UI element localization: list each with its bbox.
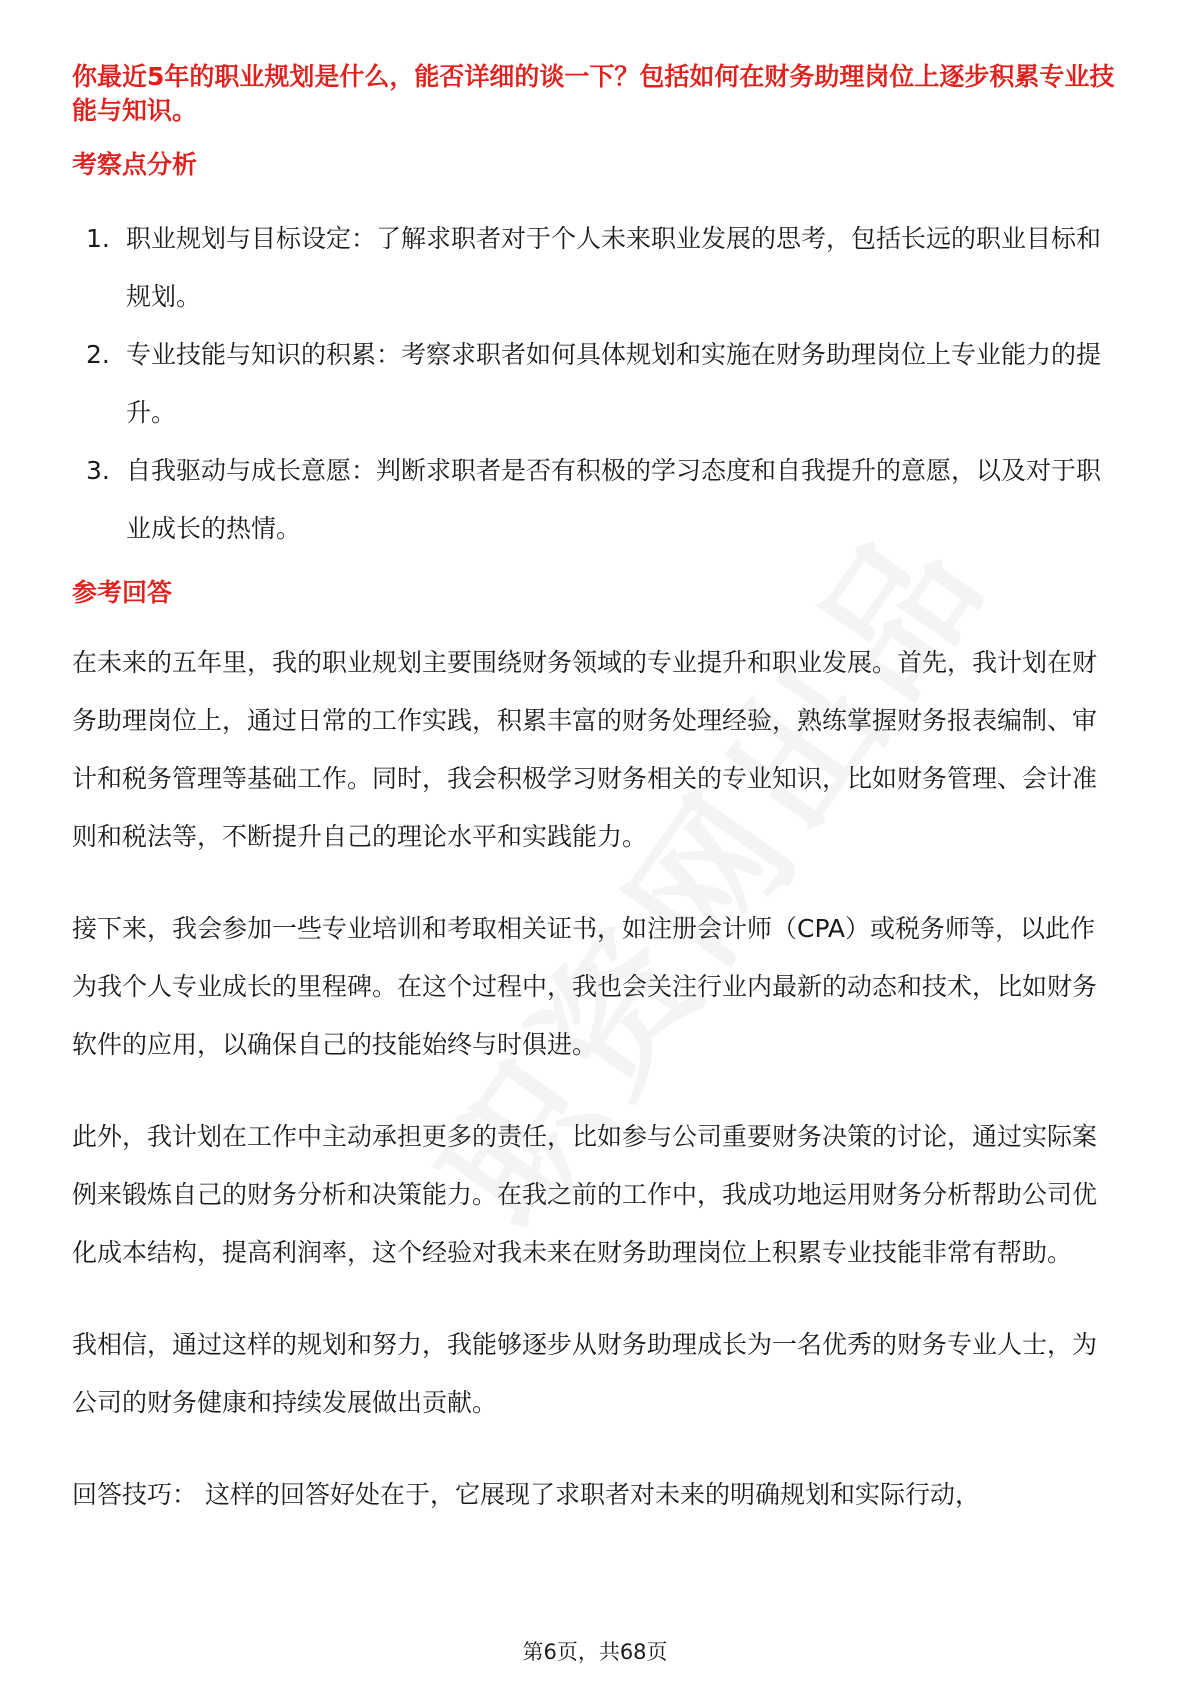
answer-paragraph: 此外，我计划在工作中主动承担更多的责任，比如参与公司重要财务决策的讨论，通过实际案例来锻炼自己的财务分析和决策能力。在我之前的工作中，我成功地运用财务分析帮助公司优化成本结构，提高利润率，这个经验对我未来在财务助理岗位上积累专业技能非常有帮助。 xyxy=(72,1122,1098,1267)
analysis-list xyxy=(72,210,1118,558)
answer-tip: 回答技巧： 这样的回答好处在于，它展现了求职者对未来的明确规划和实际行动， xyxy=(72,1480,980,1509)
list-number: 1. xyxy=(86,224,110,253)
list-item xyxy=(72,442,1118,558)
answer-paragraph: 我相信，通过这样的规划和努力，我能够逐步从财务助理成长为一名优秀的财务专业人士，为公司的财务健康和持续发展做出贡献。 xyxy=(72,1330,1098,1417)
answer-paragraph: 接下来，我会参加一些专业培训和考取相关证书，如注册会计师（CPA）或税务师等，以此作为我个人专业成长的里程碑。在这个过程中，我也会关注行业内最新的动态和技术，比如财务软件的应用，以确保自己的技能始终与时俱进。 xyxy=(72,914,1098,1059)
list-number: 3. xyxy=(86,456,110,485)
answer-paragraph: 在未来的五年里，我的职业规划主要围绕财务领域的专业提升和职业发展。首先，我计划在财务助理岗位上，通过日常的工作实践，积累丰富的财务处理经验，熟练掌握财务报表编制、审计和税务管理等基础工作。同时，我会积极学习财务相关的专业知识，比如财务管理、会计准则和税法等，不断提升自己的理论水平和实践能力。 xyxy=(72,648,1098,851)
list-text: 自我驱动与成长意愿：判断求职者是否有积极的学习态度和自我提升的意愿，以及对于职业成长的热情。 xyxy=(126,456,1102,543)
question-title: 你最近5年的职业规划是什么，能否详细的谈一下？包括如何在财务助理岗位上逐步积累专业技能与知识。 xyxy=(72,62,1115,125)
document-page xyxy=(72,60,1118,1524)
list-item xyxy=(72,210,1118,326)
list-item xyxy=(72,326,1118,442)
answer-title: 参考回答 xyxy=(72,578,173,607)
list-text: 专业技能与知识的积累：考察求职者如何具体规划和实施在财务助理岗位上专业能力的提升。 xyxy=(126,340,1102,427)
analysis-title: 考察点分析 xyxy=(72,150,198,179)
page-number-footer: 第6页，共68页 xyxy=(522,1640,668,1664)
list-text: 职业规划与目标设定：了解求职者对于个人未来职业发展的思考，包括长远的职业目标和规划。 xyxy=(126,224,1102,311)
list-number: 2. xyxy=(86,340,110,369)
